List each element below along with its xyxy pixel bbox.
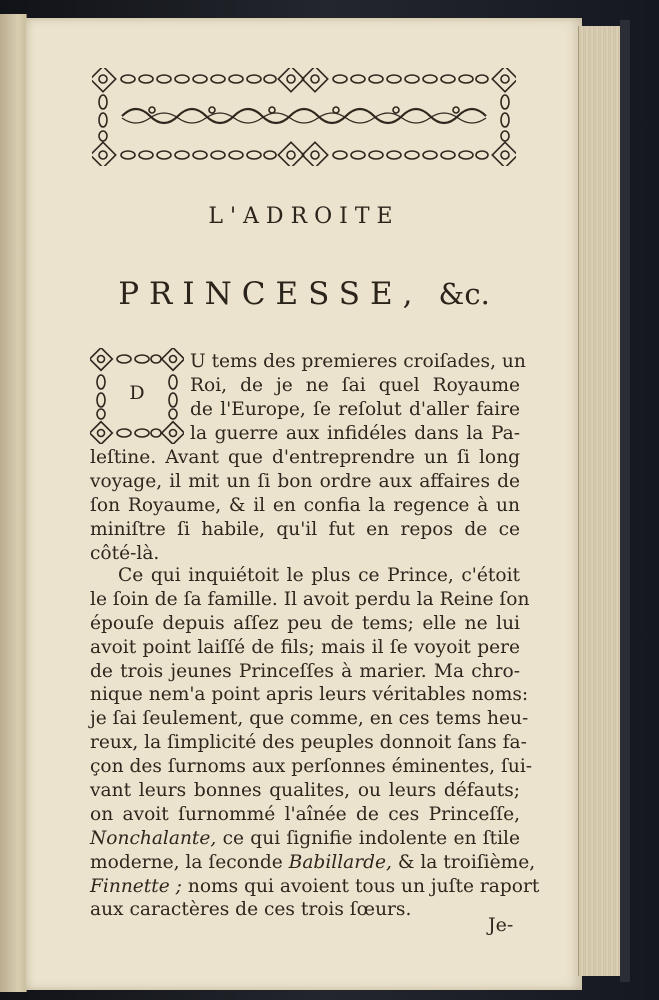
text-line: je ſai ſeulement, que comme, en ces tems heu- xyxy=(90,708,529,730)
paragraph-1 xyxy=(90,446,520,565)
text-line: nique nem'a point apris leurs véritables noms: xyxy=(90,684,529,706)
text-line: Ce qui inquiétoit le plus ce Prince, c'étoit xyxy=(118,565,520,586)
header-ornament xyxy=(92,68,516,166)
text-line: la guerre aux infidéles dans la Pa- xyxy=(190,422,520,444)
name-finnette: Finnette ; xyxy=(90,875,182,897)
text-line: miniſtre ſi habile, qu'il fut en repos de ce xyxy=(90,518,520,540)
previous-page-edge xyxy=(0,14,27,992)
text-line: voyage, il mit un ſi bon ordre aux affaires de xyxy=(90,470,520,492)
chapter-title-suffix: &c. xyxy=(438,277,490,311)
text-line: reux, la ſimplicité des peuples donnoit ſans fa- xyxy=(90,732,527,754)
text-line: avoit point laiſſé de fils; mais il ſe voyoit pere xyxy=(90,636,520,658)
chapter-title-text: PRINCESSE, xyxy=(118,276,423,312)
text-line: leſtine. Avant que d'entreprendre un ſi long xyxy=(90,447,520,468)
text-line: aux caractères de ces trois ſœurs. xyxy=(90,899,412,921)
name-nonchalante: Nonchalante, xyxy=(90,827,217,849)
text-line: çon des ſurnoms aux perſonnes éminentes, ſui- xyxy=(90,756,533,778)
text-line: ſon Royaume, & il en confia la regence à un xyxy=(90,494,520,516)
text-line: Roi, de je ne ſai quel Royaume xyxy=(190,374,520,396)
text-line: U tems des premieres croiſades, un xyxy=(190,351,526,372)
chapter-title xyxy=(26,276,582,312)
text-fragment: & la troiſième, xyxy=(397,851,536,873)
text-fragment: ce qui ſignifie indolente en ſtile xyxy=(222,827,520,849)
running-title: L'ADROITE xyxy=(208,204,400,229)
page-fore-edge xyxy=(578,26,623,976)
text-fragment: noms qui avoient tous un juſte raport xyxy=(187,875,540,897)
cover-edge xyxy=(620,20,630,982)
dropcap-lines xyxy=(90,350,526,446)
text-line: vant leurs bonnes qualites, ou leurs défauts; xyxy=(90,780,520,802)
text-line: on avoit ſurnommé l'aînée de ces Princeſſe, xyxy=(90,803,520,825)
name-babillarde: Babillarde, xyxy=(288,851,392,873)
text-line: le ſoin de ſa famille. Il avoit perdu la Reine ſon xyxy=(90,588,530,610)
drop-cap-letter: D xyxy=(129,382,145,404)
catchword: Je- xyxy=(488,914,514,936)
text-line xyxy=(90,875,540,899)
text-line: de l'Europe, ſe reſolut d'aller faire xyxy=(190,398,520,420)
text-fragment: moderne, la ſeconde xyxy=(90,851,283,873)
text-line: de trois jeunes Princeſſes à marier. Ma chro- xyxy=(90,660,520,682)
text-line: épouſe depuis aſſez peu de tems; elle ne lui xyxy=(90,612,520,634)
text-line: côté-là. xyxy=(90,542,160,564)
text-line xyxy=(90,851,536,875)
paragraph-2 xyxy=(90,564,540,922)
text-line xyxy=(90,827,520,851)
